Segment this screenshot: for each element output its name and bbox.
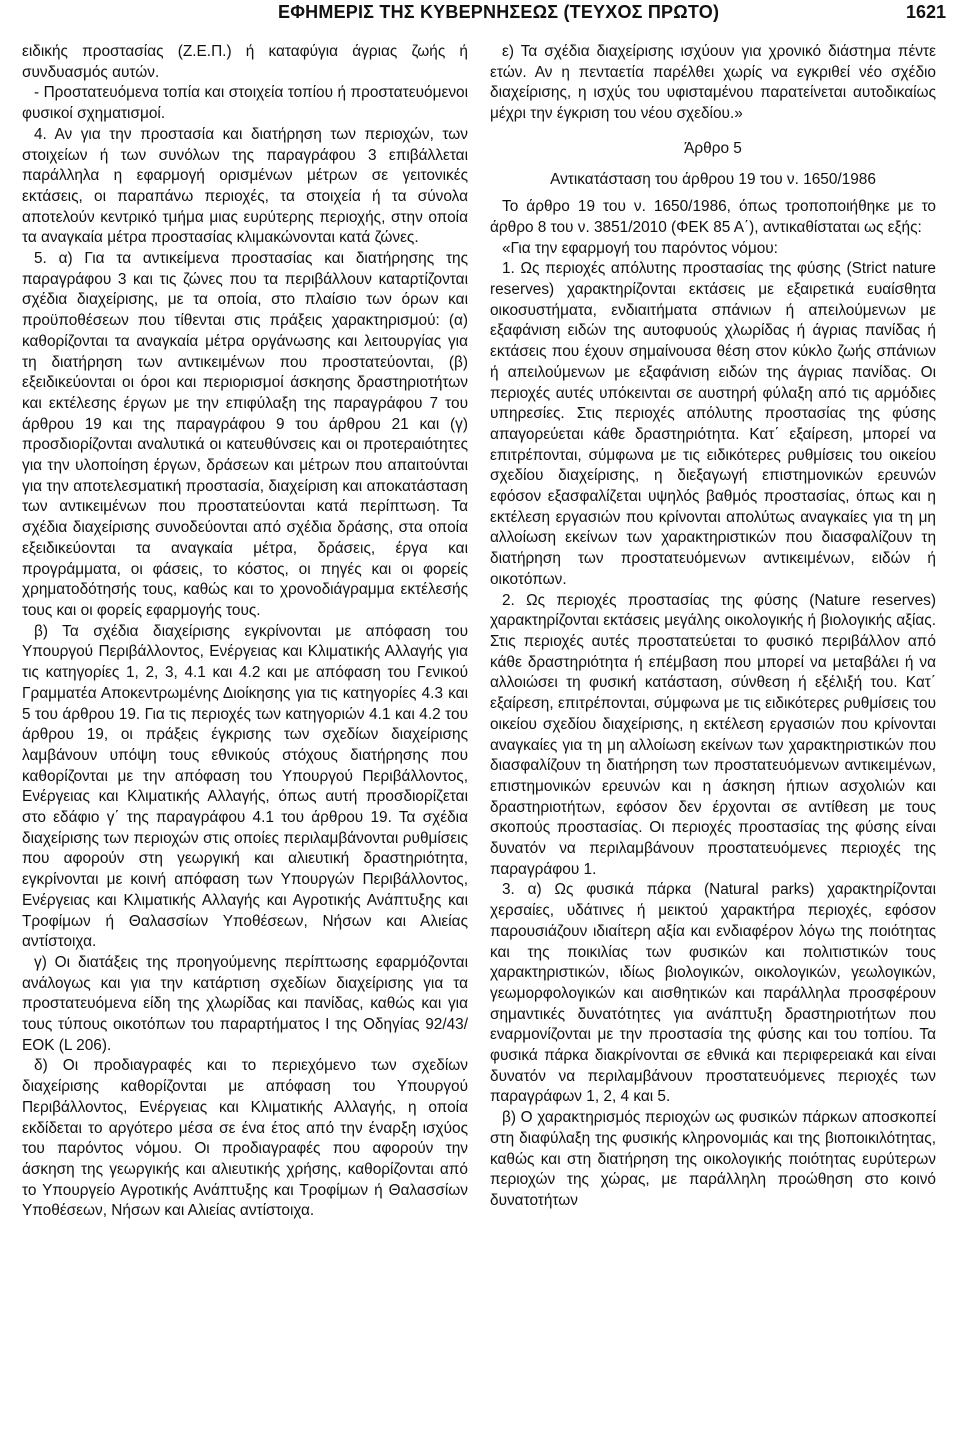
page-header (0, 0, 960, 36)
paragraph: β) Τα σχέδια διαχείρισης εγκρίνονται με απόφαση του Υπουργού Περιβάλλοντος, Ενέργειας και Κλιματικής Αλλαγής για τις κατηγορίες 1, 2, 3, 4.1 και 4.2 και με απόφαση του Γενικού Γραμματέα Αποκεντρωμένης Διοίκησης για τις κατηγορίες 4.3 και 5 του άρθρου 19. Για τις περιοχές των κατηγοριών 4.1 και 4.2 του άρθρου 19, οι πράξεις έγκρισης των σχεδίων διαχείρισης λαμβάνουν υπόψη τους εθνικούς στόχους διατήρησης που καθορίζονται με την απόφαση του Υπουργού Περιβάλλοντος, Ενέργειας και Κλιματικής Αλλαγής, όπως αυτή προσδιορίζεται στο εδάφιο γ΄ της παραγράφου 4.1 του άρθρου 19. Τα σχέδια διαχείρισης των περιοχών στις οποίες περιλαμβάνονται ρυθμίσεις που αφορούν στη γεωργική και αλιευτική δραστηριότητα, εγκρίνονται με κοινή απόφαση των Υπουργών Περιβάλλοντος, Ενέργειας και Κλιματικής Αλλαγής και Αγροτικής Ανάπτυξης και Τροφίμων ή Θαλασσίων Υποθέσεων, Νήσων και Αλιείας αντίστοιχα. (22, 622, 468, 951)
paragraph: 5. α) Για τα αντικείμενα προστασίας και διατήρησης της παραγράφου 3 και τις ζώνες που τα περιβάλλουν καταρτίζονται σχέδια διαχείρισης, με τα οποία, στο πλαίσιο των όρων και προϋποθέσεων που τίθενται στις πράξεις χαρακτηρισμού: (α) καθορίζονται τα αναγκαία μέτρα οργάνωσης και λειτουργίας για τη διατήρηση των αντικειμένων που προστατεύονται, (β) εξειδικεύονται οι όροι και περιορισμοί άσκησης δραστηριοτήτων και εκτέλεσης έργων με την επιφύλαξη της παραγράφου 7 του άρθρου 19 και της παραγράφου 9 του άρθρου 21 και (γ) προσδιορίζονται αναλυτικά οι κατευθύνσεις και οι προτεραιότητες για την υλοποίηση έργων, δράσεων και μέτρων που απαιτούνται για την αποτελεσματική προστασία, διαχείριση και αποκατάσταση των αντικειμένων που προστατεύονται κατά περίπτωση. Τα σχέδια διαχείρισης συνοδεύονται από σχέδια δράσης, στα οποία εξειδικεύονται τα αναγκαία μέτρα, δράσεις, έργα και προγράμματα, οι φάσεις, το κόστος, οι πηγές και οι φορείς χρηματοδότησής τους, καθώς και το χρονοδιάγραμμα εκτέλεσής τους και οι φορείς εφαρμογής τους. (22, 250, 468, 619)
gazette-title: ΕΦΗΜΕΡΙΣ ΤΗΣ ΚΥΒΕΡΝΗΣΕΩΣ (ΤΕΥΧΟΣ ΠΡΩΤΟ) (278, 2, 720, 22)
paragraph: 3. α) Ως φυσικά πάρκα (Natural parks) χαρακτηρίζονται χερσαίες, υδάτινες ή μεικτού χαρακτήρα περιοχές, εφόσον παρουσιάζουν ιδιαίτερη αξία και ενδιαφέρον λόγω της ποιότητας και της ποικιλίας των φυσικών και πολιτιστικών τους χαρακτηριστικών, ιδίως βιολογικών, οικολογικών, γεωλογικών, γεωμορφολογικών και αισθητικών και παράλληλα προσφέρουν σημαντικές δυνατότητες για ανάπτυξη δραστηριοτήτων που εναρμονίζονται με την προστασία της φύσης και του τοπίου. Τα φυσικά πάρκα διακρίνονται σε εθνικά και περιφερειακά και είναι δυνατόν να περιλαμβάνουν προστατευόμενες περιοχές των παραγράφων 1, 2, 4 και 5. (490, 881, 936, 1106)
paragraph: Το άρθρο 19 του ν. 1650/1986, όπως τροποποιήθηκε με το άρθρο 8 του ν. 3851/2010 (ΦΕΚ 85 Α΄), αντικαθίσταται ως εξής: (490, 198, 936, 236)
left-column (22, 42, 468, 1222)
paragraph: β) Ο χαρακτηρισμός περιοχών ως φυσικών πάρκων αποσκοπεί στη διαφύλαξη της φυσικής κληρονομιάς και της βιοποικιλότητας, καθώς και στη διατήρηση της οικολογικής ποιότητας ευρύτερων περιοχών της χώρας, με παράλληλη προώθηση στο κοινό δυνατοτήτων (490, 1109, 936, 1209)
paragraph: 4. Αν για την προστασία και διατήρηση των περιοχών, των στοιχείων ή των συνόλων της παραγράφου 3 επιβάλλεται παράλληλα η εφαρμογή ορισμένων μέτρων σε γειτονικές εκτάσεις, οι παραπάνω περιοχές, τα στοιχεία ή τα σύνολα αποτελούν κεντρικό τμήμα μιας ευρύτερης περιοχής, στην οποία τα αναγκαία μέτρα προστασίας κλιμακώνονται κατά ζώνες. (22, 125, 468, 247)
paragraph: «Για την εφαρμογή του παρόντος νόμου: (502, 239, 778, 257)
paragraph: 1. Ως περιοχές απόλυτης προστασίας της φύσης (Strict nature reserves) χαρακτηρίζονται εκτάσεις με εξαιρετικά ευαίσθητα οικοσυστήματα, ενδιαιτήματα σπάνιων ή απειλούμενων με εξαφάνιση ειδών της αυτοφυούς χλωρίδας ή άγριας πανίδας ή εκτάσεις που έχουν σημαίνουσα θέση στον κύκλο ζωής σπάνιων ή απειλούμενων με εξαφάνιση ειδών της άγριας πανίδας. Οι περιοχές αυτές υπόκεινται σε αυστηρή φύλαξη από τις αρμόδιες υπηρεσίες. Στις περιοχές απόλυτης προστασίας της φύσης απαγορεύεται κάθε δραστηριότητα. Κατ΄ εξαίρεση, μπορεί να επιτρέπονται, σύμφωνα με τις ειδικότερες ρυθμίσεις του οικείου σχεδίου διαχείρισης, η διεξαγωγή επιστημονικών ερευνών εφόσον εξασφαλίζεται υψηλός βαθμός προστασίας, όπως και η εκτέλεση εργασιών που κρίνονται απολύτως αναγκαίες για τη μη αλλοίωση εκείνων των χαρακτηριστικών που διασφαλίζουν τη διατήρηση των προστατευόμενων αντικειμένων, ειδών ή οικοτόπων. (490, 260, 936, 588)
paragraph: ειδικής προστασίας (Ζ.Ε.Π.) ή καταφύγια άγριας ζωής ή συνδυασμός αυτών. (22, 43, 468, 81)
article-subtitle: Αντικατάσταση του άρθρου 19 του ν. 1650/1986 (550, 170, 876, 188)
paragraph: γ) Οι διατάξεις της προηγούμενης περίπτωσης εφαρμόζονται ανάλογως και για την κατάρτιση σχεδίων διαχείρισης για τα προστατευόμενα είδη της χλωρίδας και πανίδας, καθώς και για τους τύπους οικοτόπων του παραρτήματος Ι της Οδηγίας 92/43/ΕΟΚ (L 206). (22, 953, 468, 1054)
article-heading: Άρθρο 5 (684, 139, 742, 157)
page-number: 1621 (905, 2, 946, 22)
paragraph: ε) Τα σχέδια διαχείρισης ισχύουν για χρονικό διάστημα πέντε ετών. Αν η πενταετία παρέλθει χωρίς να εγκριθεί νέο σχέδιο διαχείρισης, η ισχύς του υφισταμένου παρατείνεται αυτοδικαίως μέχρι την έγκριση του νέου σχεδίου.» (490, 43, 936, 123)
right-column (490, 42, 936, 1212)
paragraph: - Προστατευόμενα τοπία και στοιχεία τοπίου ή προστατευόμενοι φυσικοί σχηματισμοί. (22, 84, 468, 123)
paragraph: δ) Οι προδιαγραφές και το περιεχόμενο των σχεδίων διαχείρισης καθορίζονται με απόφαση του Υπουργού Περιβάλλοντος, Ενέργειας και Κλιματικής Αλλαγής, η οποία εκδίδεται το αργότερο μέσα σε ένα έτος από την έναρξη ισχύος του παρόντος νόμου. Οι προδιαγραφές που αφορούν την άσκηση της γεωργικής και αλιευτικής χρήσης, καθορίζονται από το Υπουργείο Αγροτικής Ανάπτυξης και Τροφίμων ή Θαλασσίων Υποθέσεων, Νήσων και Αλιείας αντίστοιχα. (22, 1057, 468, 1220)
paragraph: 2. Ως περιοχές προστασίας της φύσης (Nature reserves) χαρακτηρίζονται εκτάσεις μεγάλης οικολογικής ή βιολογικής αξίας. Στις περιοχές αυτές προστατεύεται το φυσικό περιβάλλον από κάθε δραστηριότητα ή επέμβαση που μπορεί να μεταβάλει ή να αλλοιώσει τη φυσική κατάσταση, σύνθεση ή εξέλιξή του. Κατ΄ εξαίρεση, επιτρέπονται, σύμφωνα με τις ειδικότερες ρυθμίσεις του οικείου σχεδίου διαχείρισης, η εκτέλεση εργασιών που κρίνονται αναγκαίες για τη μη αλλοίωση εκείνων των χαρακτηριστικών που διασφαλίζουν τη διατήρηση των προστατευόμενων αντικειμένων, επιστημονικών ερευνών και η άσκηση ήπιων ασχολιών και δραστηριοτήτων, εφόσον δεν έρχονται σε αντίθεση με τους σκοπούς προστασίας. Οι περιοχές προστασίας της φύσης είναι δυνατόν να περιλαμβάνουν προστατευόμενες περιοχές της παραγράφου 1. (490, 591, 936, 878)
